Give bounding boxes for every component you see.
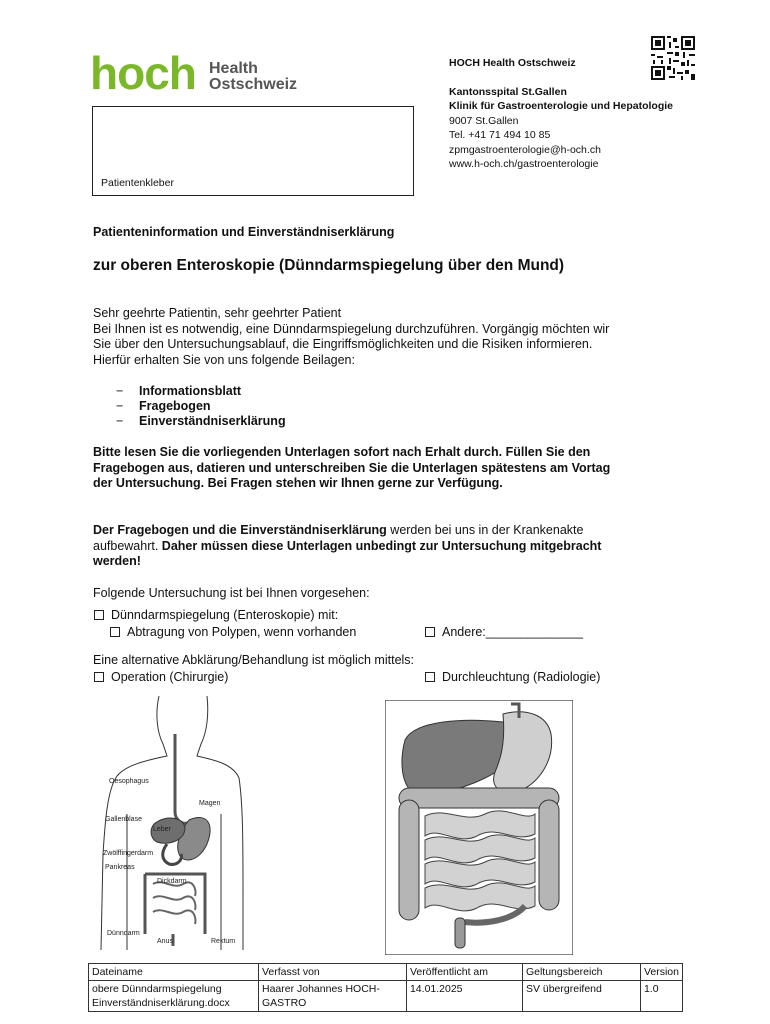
table-cell-scope: SV übergreifend <box>522 981 640 1012</box>
intro-line: Hierfür erhalten Sie von uns folgende Beilagen: <box>93 352 355 367</box>
table-header-cell: Dateiname <box>89 964 259 981</box>
storage-bold: werden! <box>93 554 141 568</box>
email-link[interactable]: zpmgastroenterologie@h-och.ch <box>449 143 601 156</box>
clinic-name: Klinik für Gastroenterologie und Hepatologie <box>449 100 674 112</box>
table-cell-published: 14.01.2025 <box>406 981 522 1012</box>
intro-line: Bei Ihnen ist es notwendig, eine Dünndarmspiegelung durchzuführen. Vorgängig möchten wir <box>93 321 610 336</box>
intro-paragraph <box>93 306 693 368</box>
enclosure-list <box>116 384 286 429</box>
label-stomach: Magen <box>199 800 221 807</box>
label-anus: Anus <box>157 938 173 945</box>
author-line: Haarer Johannes HOCH- <box>261 983 380 995</box>
intro-line: Sie über den Untersuchungsablauf, die Eingriffsmöglichkeiten und die Risiken informieren. <box>93 337 593 351</box>
label-gallbladder: Gallenblase <box>105 816 142 823</box>
list-item: − Informationsblatt <box>116 384 242 398</box>
author-line: GASTRO <box>261 997 307 1009</box>
instructions-line: der Untersuchung. Bei Fragen stehen wir Ihnen gerne zur Verfügung. <box>93 476 503 490</box>
greeting: Sehr geehrte Patientin, sehr geehrter Patient <box>93 306 342 320</box>
storage-text: aufbewahrt. <box>93 538 162 553</box>
table-cell-author <box>258 981 406 1012</box>
page-title: Patienteninformation und Einverständniserklärung <box>93 225 395 239</box>
option-radiology[interactable]: Durchleuchtung (Radiologie) <box>425 670 600 684</box>
page-subtitle: zur oberen Enteroskopie (Dünndarmspiegelung über den Mund) <box>93 257 565 274</box>
city: 9007 St.Gallen <box>449 114 519 127</box>
option-enteroscopy[interactable]: Dünndarmspiegelung (Enteroskopie) mit: <box>94 608 338 622</box>
body-outline-image <box>97 694 245 952</box>
checkbox[interactable] <box>425 627 435 637</box>
document-metadata-table <box>88 963 683 1012</box>
logo-subtitle <box>209 61 297 93</box>
storage-bold: Der Fragebogen und die Einverständniserklärung <box>93 523 387 537</box>
org-title: HOCH Health Ostschweiz <box>449 57 576 69</box>
option-polyp-removal[interactable]: Abtragung von Polypen, wenn vorhanden <box>110 625 356 639</box>
table-header-cell: Version <box>640 964 682 981</box>
label-duodenum: Zwölffingerdarm <box>103 850 154 857</box>
table-cell-filename <box>89 981 259 1012</box>
digestive-system-diagram <box>97 694 245 952</box>
table-header-cell: Geltungsbereich <box>522 964 640 981</box>
table-header-cell: Veröffentlicht am <box>406 964 522 981</box>
hospital-name: Kantonsspital St.Gallen <box>449 85 567 98</box>
table-header-cell: Verfasst von <box>258 964 406 981</box>
logo-region: Ostschweiz <box>209 76 298 93</box>
instructions-line: Bitte lesen Sie die vorliegenden Unterlagen sofort nach Erhalt durch. Füllen Sie den <box>93 445 591 459</box>
label-rectum: Rektum <box>211 938 236 945</box>
list-item: − Einverständniserklärung <box>116 414 286 428</box>
patient-sticker-box[interactable] <box>92 106 414 196</box>
checkbox[interactable] <box>110 627 120 637</box>
table-header-row <box>89 964 683 981</box>
label-esophagus: Oesophagus <box>109 778 149 785</box>
sticker-label: Patientenkleber <box>101 177 174 189</box>
website-link[interactable]: www.h-och.ch/gastroenterologie <box>449 158 599 170</box>
table-cell-version: 1.0 <box>640 981 682 1012</box>
phone: Tel. +41 71 494 10 85 <box>449 129 551 141</box>
storage-bold: Daher müssen diese Unterlagen unbedingt zur Untersuchung mitgebracht <box>161 538 602 553</box>
logo-health: Health <box>209 60 258 77</box>
storage-paragraph <box>93 523 693 570</box>
label-small-intestine: Dünndarm <box>107 930 140 937</box>
address-block <box>449 56 673 172</box>
option-surgery[interactable]: Operation (Chirurgie) <box>94 670 228 684</box>
filename-line: Einverständniserklärung.docx <box>92 997 230 1009</box>
instructions-line: Fragebogen aus, datieren und unterschreiben Sie die Unterlagen spätestens am Vortag <box>93 460 611 475</box>
label-liver: Leber <box>153 826 171 833</box>
storage-text: werden bei uns in der Krankenakte <box>386 523 584 537</box>
abdominal-organs-illustration <box>385 700 573 955</box>
instructions-paragraph <box>93 445 693 492</box>
alternative-heading: Eine alternative Abklärung/Behandlung ist möglich mittels: <box>93 653 415 667</box>
list-item: − Fragebogen <box>116 399 211 413</box>
planned-heading: Folgende Untersuchung ist bei Ihnen vorgesehen: <box>93 586 370 600</box>
table-row <box>89 981 683 1012</box>
logo-hoch: hoch <box>90 47 196 99</box>
filename-line: obere Dünndarmspiegelung <box>92 983 222 995</box>
option-other[interactable]: Andere:______________ <box>425 625 583 639</box>
label-pancreas: Pankreas <box>105 864 135 871</box>
label-colon: Dickdarm <box>157 878 187 885</box>
checkbox[interactable] <box>425 672 435 682</box>
checkbox[interactable] <box>94 610 104 620</box>
qr-code-icon[interactable] <box>651 36 695 80</box>
checkbox[interactable] <box>94 672 104 682</box>
